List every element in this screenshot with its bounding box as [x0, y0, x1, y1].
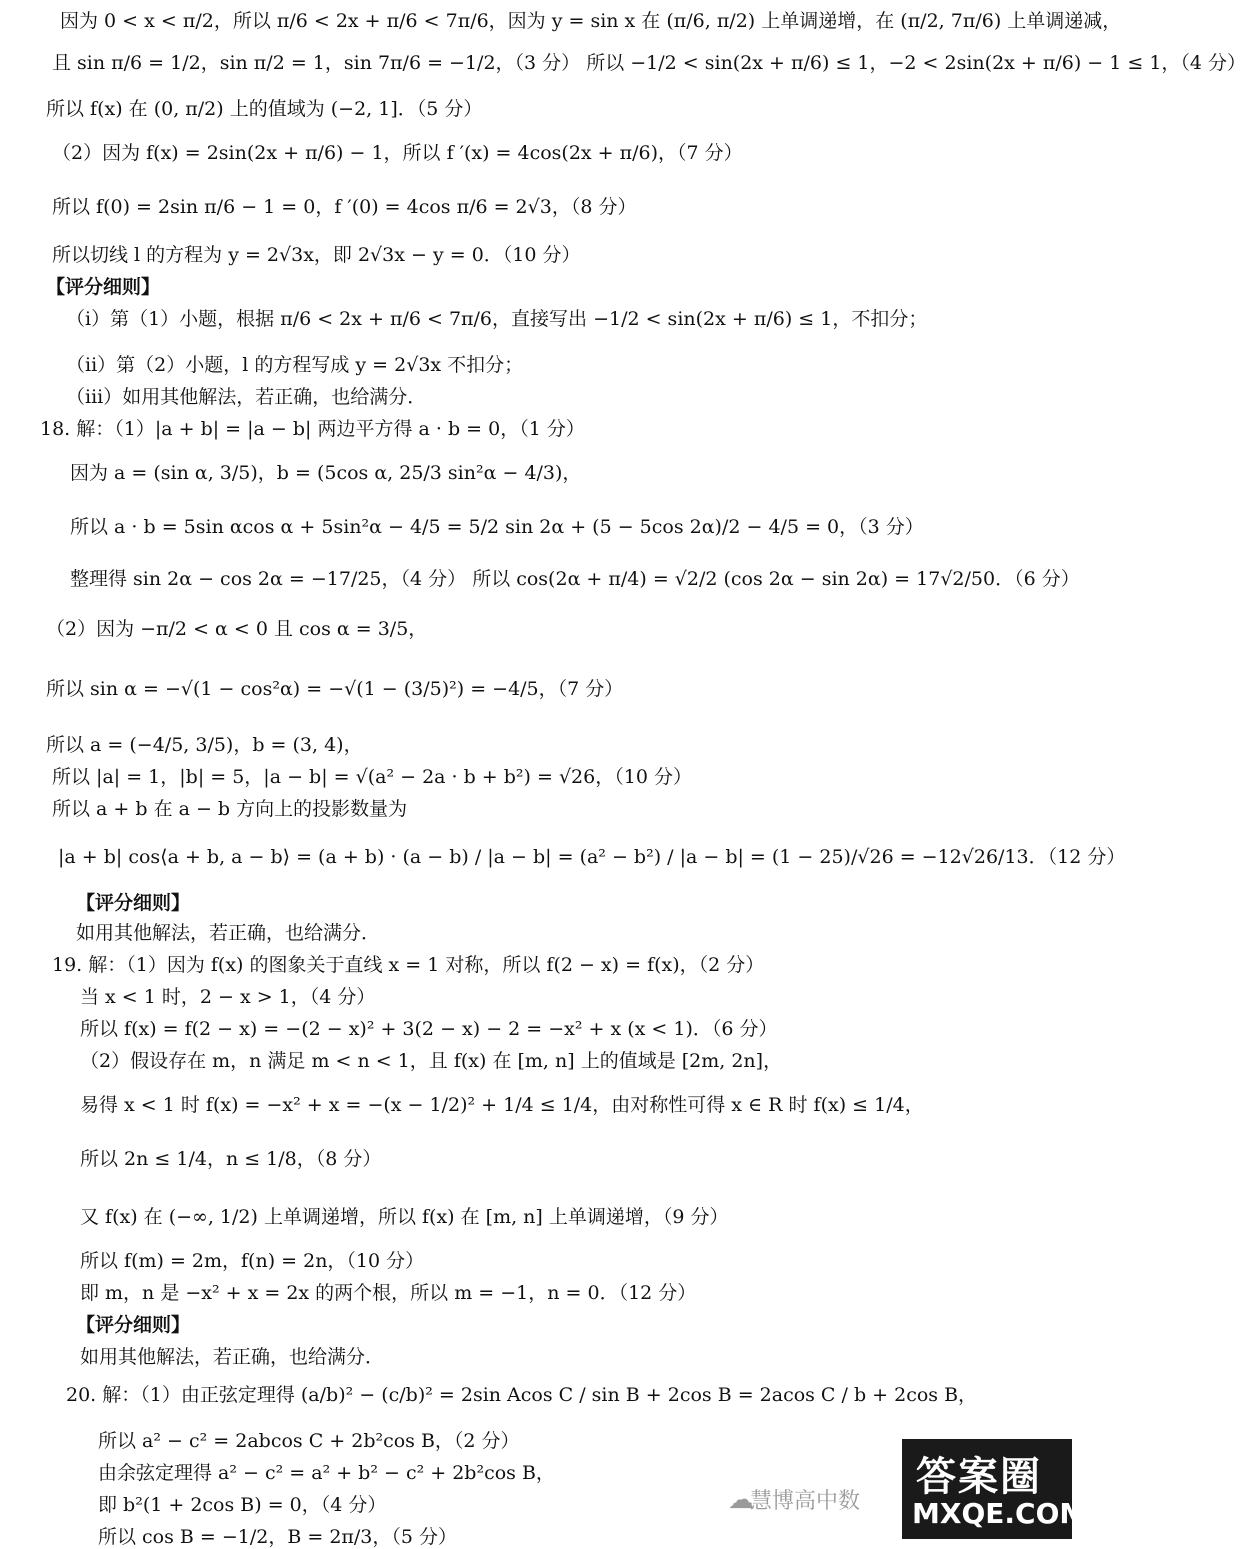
line-31: 即 m，n 是 −x² + x = 2x 的两个根，所以 m = −1，n = 0．（12 分）: [80, 1282, 697, 1304]
line-35: 所以 a² − c² = 2abcos C + 2b²cos B，（2 分）: [98, 1430, 520, 1452]
line-27: 易得 x < 1 时 f(x) = −x² + x = −(x − 1/2)² + 1/4 ≤ 1/4，由对称性可得 x ∈ R 时 f(x) ≤ 1/4，: [80, 1094, 924, 1116]
problem-20-heading: 20. 解：（1）由正弦定理得 (a/b)² − (c/b)² = 2sin Acos C / sin B + 2cos B = 2acos C / b + 2cos B，: [66, 1384, 978, 1406]
line-26: （2）假设存在 m，n 满足 m < n < 1，且 f(x) 在 [m, n] 上的值域是 [2m, 2n]，: [80, 1050, 783, 1072]
line-1: 因为 0 < x < π/2，所以 π/6 < 2x + π/6 < 7π/6，因为 y = sin x 在 (π/6, π/2) 上单调递增，在 (π/2, 7π/6) 上单调递减，: [60, 10, 1122, 32]
line-12: 因为 a = (sin α, 3/5)，b = (5cos α, 25/3 sin²α − 4/3)，: [70, 462, 582, 484]
line-28: 所以 2n ≤ 1/4，n ≤ 1/8，（8 分）: [80, 1148, 382, 1170]
grading-rules-heading-19: 【评分细则】: [76, 1314, 191, 1336]
line-9: （ii）第（2）小题，l 的方程写成 y = 2√3x 不扣分；: [66, 354, 524, 376]
line-18: 所以 |a| = 1，|b| = 5，|a − b| = √(a² − 2a · b + b²) = √26，（10 分）: [52, 766, 692, 788]
line-25: 所以 f(x) = f(2 − x) = −(2 − x)² + 3(2 − x) − 2 = −x² + x (x < 1)．（6 分）: [80, 1018, 778, 1040]
line-14: 整理得 sin 2α − cos 2α = −17/25，（4 分） 所以 cos(2α + π/4) = √2/2 (cos 2α − sin 2α) = 17√2/50．（6 分）: [70, 568, 1080, 590]
watermark-badge-url: MXQE.COM: [912, 1497, 1088, 1530]
grading-rules-heading: 【评分细则】: [46, 276, 161, 298]
watermark-badge-title: 答案圈: [916, 1454, 1042, 1500]
grading-rules-heading-18: 【评分细则】: [76, 892, 191, 914]
line-6: 所以切线 l 的方程为 y = 2√3x，即 2√3x − y = 0．（10 分）: [52, 244, 581, 266]
line-36: 由余弦定理得 a² − c² = a² + b² − c² + 2b²cos B，: [98, 1462, 555, 1484]
line-33: 如用其他解法，若正确，也给满分．: [80, 1346, 385, 1368]
line-37: 即 b²(1 + 2cos B) = 0，（4 分）: [98, 1494, 387, 1516]
problem-19-heading: 19. 解：（1）因为 f(x) 的图象关于直线 x = 1 对称，所以 f(2 − x) = f(x)，（2 分）: [52, 954, 765, 976]
watermark-channel-name: 慧博高中数: [750, 1489, 861, 1514]
problem-18-heading: 18. 解：（1）|a + b| = |a − b| 两边平方得 a · b = 0，（1 分）: [40, 418, 585, 440]
line-10: （iii）如用其他解法，若正确，也给满分．: [66, 386, 427, 408]
line-3: 所以 f(x) 在 (0, π/2) 上的值域为 (−2, 1]．（5 分）: [46, 98, 483, 120]
wechat-logo-icon: ☁: [728, 1485, 754, 1515]
line-19: 所以 a + b 在 a − b 方向上的投影数量为: [52, 798, 408, 820]
line-15: （2）因为 −π/2 < α < 0 且 cos α = 3/5，: [46, 618, 428, 640]
line-2: 且 sin π/6 = 1/2，sin π/2 = 1，sin 7π/6 = −1/2，（3 分） 所以 −1/2 < sin(2x + π/6) ≤ 1，−2 < 2sin(2x + π/6) − 1 ≤ 1，（4 分）: [52, 52, 1246, 74]
watermark-badge: [902, 1439, 1088, 1539]
line-30: 所以 f(m) = 2m，f(n) = 2n，（10 分）: [80, 1250, 425, 1272]
line-13: 所以 a · b = 5sin αcos α + 5sin²α − 4/5 = 5/2 sin 2α + (5 − 5cos 2α)/2 − 4/5 = 0，（3 分）: [70, 516, 924, 538]
line-24: 当 x < 1 时，2 − x > 1，（4 分）: [80, 986, 376, 1008]
line-16: 所以 sin α = −√(1 − cos²α) = −√(1 − (3/5)²) = −4/5，（7 分）: [46, 678, 624, 700]
line-17: 所以 a = (−4/5, 3/5)，b = (3, 4)，: [46, 734, 363, 756]
line-29: 又 f(x) 在 (−∞, 1/2) 上单调递增，所以 f(x) 在 [m, n] 上单调递增，（9 分）: [80, 1206, 729, 1228]
line-4: （2）因为 f(x) = 2sin(2x + π/6) − 1，所以 f ′(x) = 4cos(2x + π/6)，（7 分）: [52, 142, 743, 164]
line-8: （i）第（1）小题，根据 π/6 < 2x + π/6 < 7π/6，直接写出 −1/2 < sin(2x + π/6) ≤ 1，不扣分；: [66, 308, 928, 330]
line-20: |a + b| cos⟨a + b, a − b⟩ = (a + b) · (a − b) / |a − b| = (a² − b²) / |a − b| = (1 − 25)/√26 = −12√26/13．（12 分）: [58, 846, 1126, 868]
line-38: 所以 cos B = −1/2，B = 2π/3，（5 分）: [98, 1526, 458, 1548]
line-5: 所以 f(0) = 2sin π/6 − 1 = 0，f ′(0) = 4cos π/6 = 2√3，（8 分）: [52, 196, 637, 218]
line-22: 如用其他解法，若正确，也给满分．: [76, 922, 381, 944]
